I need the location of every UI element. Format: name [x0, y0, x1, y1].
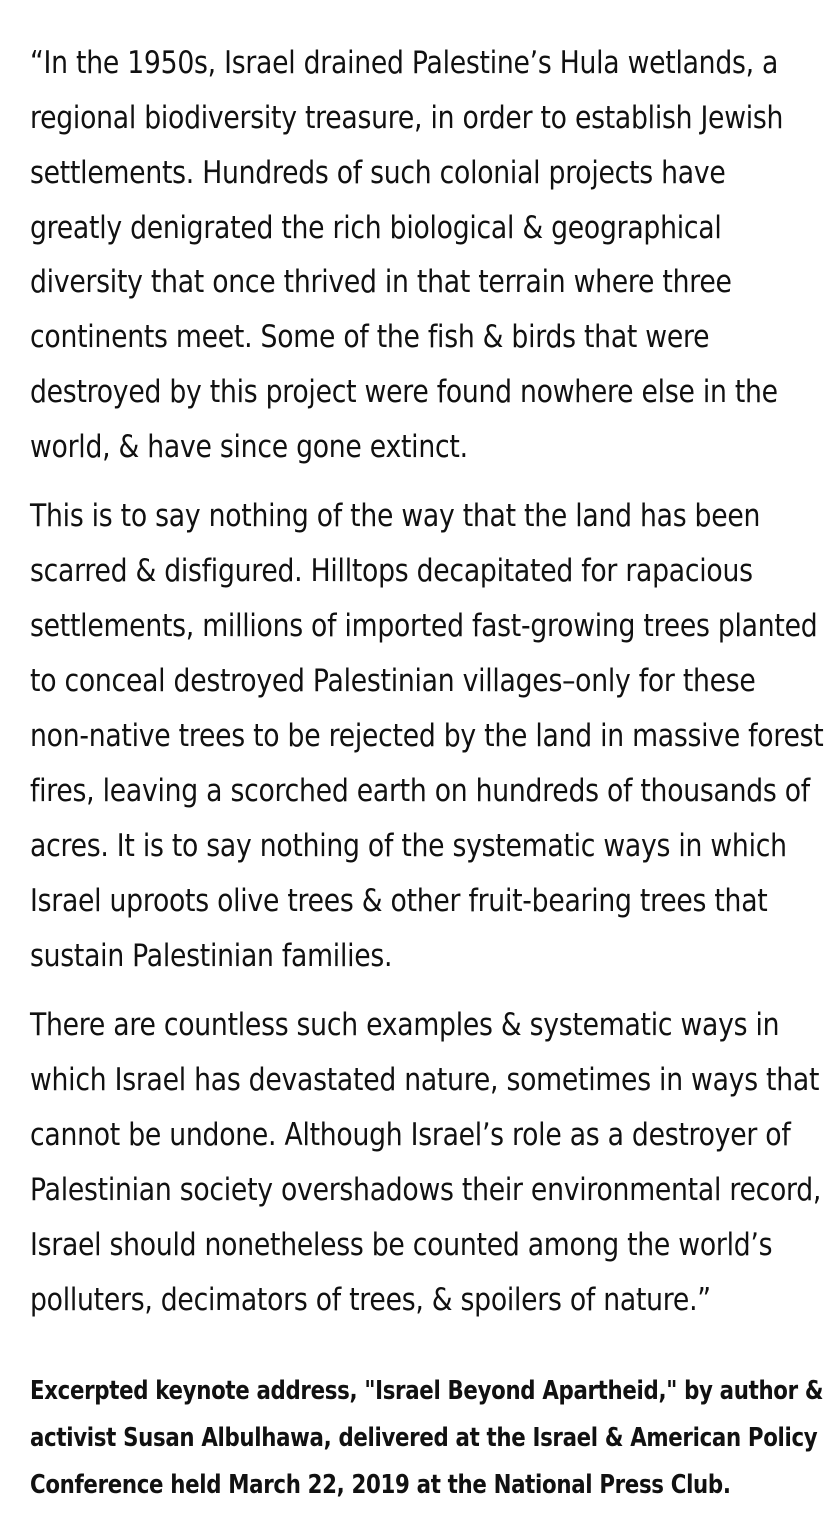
text-line: diversity that once thrived in that terrain where three	[30, 264, 732, 300]
text-line: cannot be undone. Although Israel’s role as a destroyer of	[30, 1117, 791, 1153]
text-line: world, & have since gone extinct.	[30, 429, 468, 465]
text-line: non-native trees to be rejected by the land in massive forest	[30, 718, 824, 754]
text-line: There are countless such examples & systematic ways in	[30, 1007, 780, 1043]
text-line: to conceal destroyed Palestinian villages–only for these	[30, 663, 756, 699]
text-line: Israel should nonetheless be counted among the world’s	[30, 1227, 773, 1263]
text-line: polluters, decimators of trees, & spoilers of nature.”	[30, 1282, 711, 1318]
text-line: sustain Palestinian families.	[30, 938, 393, 974]
text-line: settlements, millions of imported fast-growing trees planted	[30, 608, 818, 644]
text-line: destroyed by this project were found nowhere else in the	[30, 374, 778, 410]
attribution-line: Excerpted keynote address, "Israel Beyond Apartheid," by author &	[30, 1376, 824, 1406]
text-line: This is to say nothing of the way that the land has been	[30, 498, 761, 534]
attribution-line: Conference held March 22, 2019 at the National Press Club.	[30, 1470, 731, 1500]
text-line: regional biodiversity treasure, in order to establish Jewish	[30, 100, 784, 136]
text-line: fires, leaving a scorched earth on hundreds of thousands of	[30, 773, 810, 809]
text-line: Palestinian society overshadows their environmental record,	[30, 1172, 822, 1208]
text-line: settlements. Hundreds of such colonial projects have	[30, 155, 726, 191]
text-line: continents meet. Some of the fish & birds that were	[30, 319, 710, 355]
text-line: acres. It is to say nothing of the systematic ways in which	[30, 828, 787, 864]
text-line: which Israel has devastated nature, sometimes in ways that	[30, 1062, 820, 1098]
attribution-line: activist Susan Albulhawa, delivered at the Israel & American Policy	[30, 1423, 818, 1453]
text-line: greatly denigrated the rich biological & geographical	[30, 210, 722, 246]
text-line: “In the 1950s, Israel drained Palestine’s Hula wetlands, a	[30, 45, 779, 81]
text-line: Israel uproots olive trees & other fruit-bearing trees that	[30, 883, 768, 919]
text-line: scarred & disfigured. Hilltops decapitated for rapacious	[30, 553, 753, 589]
